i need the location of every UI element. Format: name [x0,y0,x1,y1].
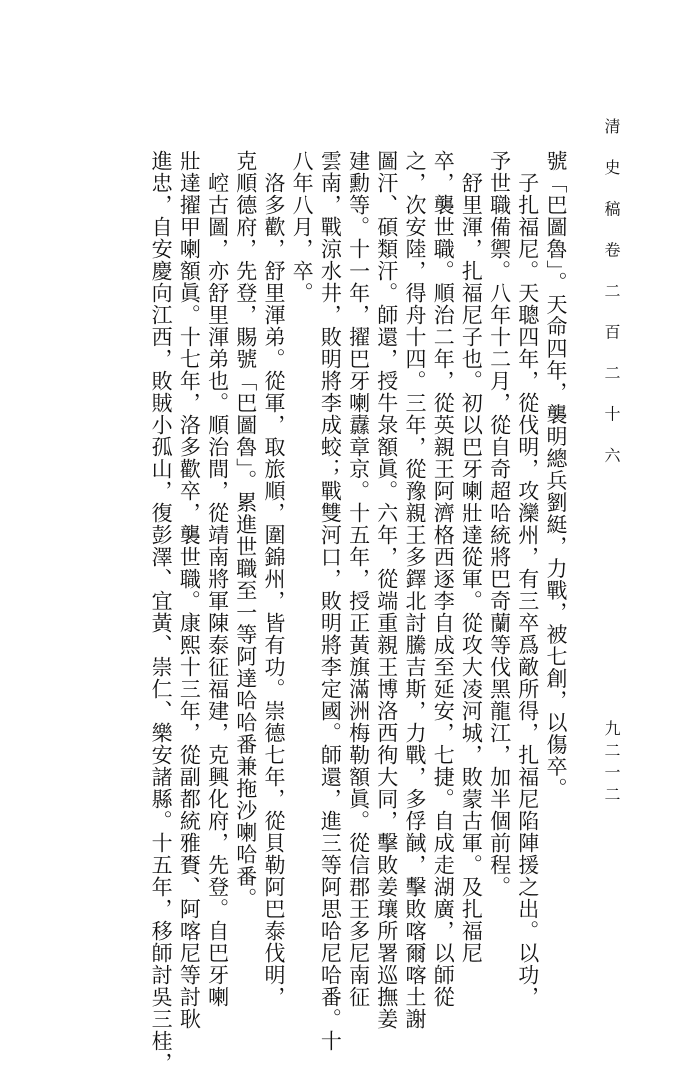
text-column-7: 圖汗、碩類汗。師還，授牛彔額眞。六年，從端重親王博洛西徇大同，擊敗姜瓖所署巡撫姜 [374,150,399,1030]
text-column-14: 壯達擢甲喇額眞。十七年，洛多歡卒，襲世職。康熙十三年，從副都統雅賚、阿喀尼等討耿 [177,150,202,1030]
text-column-15: 進忠，自安慶向江西，敗賊小孤山，復彭澤、宜黃、崇仁、樂安諸縣。十五年，移師討吳三桂， [149,150,174,1074]
text-column-10: 八年八月，卒。 [290,150,315,304]
page-number: 九二一二 [602,720,621,808]
text-column-9: 雲南，戰涼水井，敗明將李成蛟；戰雙河口，敗明將李定國。師還，進三等阿思哈尼哈番。十 [318,150,343,1052]
text-column-2: 子扎福尼。天聰四年，從伐明，攻灤州，有三卒爲敵所得，扎福尼陷陣援之出。以功， [515,150,540,1008]
running-title: 清 史 稿 卷 二 百 二 十 六 [602,118,621,473]
text-column-6: 之，次安陸，得舟十四。三年，從豫親王多鐸北討騰吉斯，力戰，多俘馘，擊敗喀爾喀土謝 [402,150,427,1030]
text-column-5: 卒，襲世職。順治二年，從英親王阿濟格西逐李自成至延安，七捷。自成走湖廣，以師從 [431,150,456,1008]
text-column-3: 予世職備禦。八年十二月，從自奇超哈統將巴奇蘭等伐黑龍江，加半個前程。 [487,150,512,898]
text-column-1: 號「巴圖魯」。天命四年，襲明總兵劉綎，力戰，被七創，以傷卒。 [544,150,568,800]
text-column-12: 克順德府，先登，賜號「巴圖魯」。累進世職至一等阿達哈哈番兼拖沙喇哈番。 [233,150,258,910]
text-column-11: 洛多歡，舒里渾弟。從軍，取旅順，圍錦州，皆有功。崇德七年，從貝勒阿巴泰伐明， [261,150,286,1008]
text-column-4: 舒里渾，扎福尼子也。初以巴牙喇壯達從軍。從攻大凌河城，敗蒙古軍。及扎福尼 [459,150,484,964]
text-column-13: 崆古圖，亦舒里渾弟也。順治間，從靖南將軍陳泰征福建，克興化府，先登。自巴牙喇 [205,150,230,1008]
text-column-8: 建勳等。十一年，擢巴牙喇纛章京。十五年，授正黃旗滿洲梅勒額眞。從信郡王多尼南征 [346,150,371,1008]
body-text [80,150,570,1074]
